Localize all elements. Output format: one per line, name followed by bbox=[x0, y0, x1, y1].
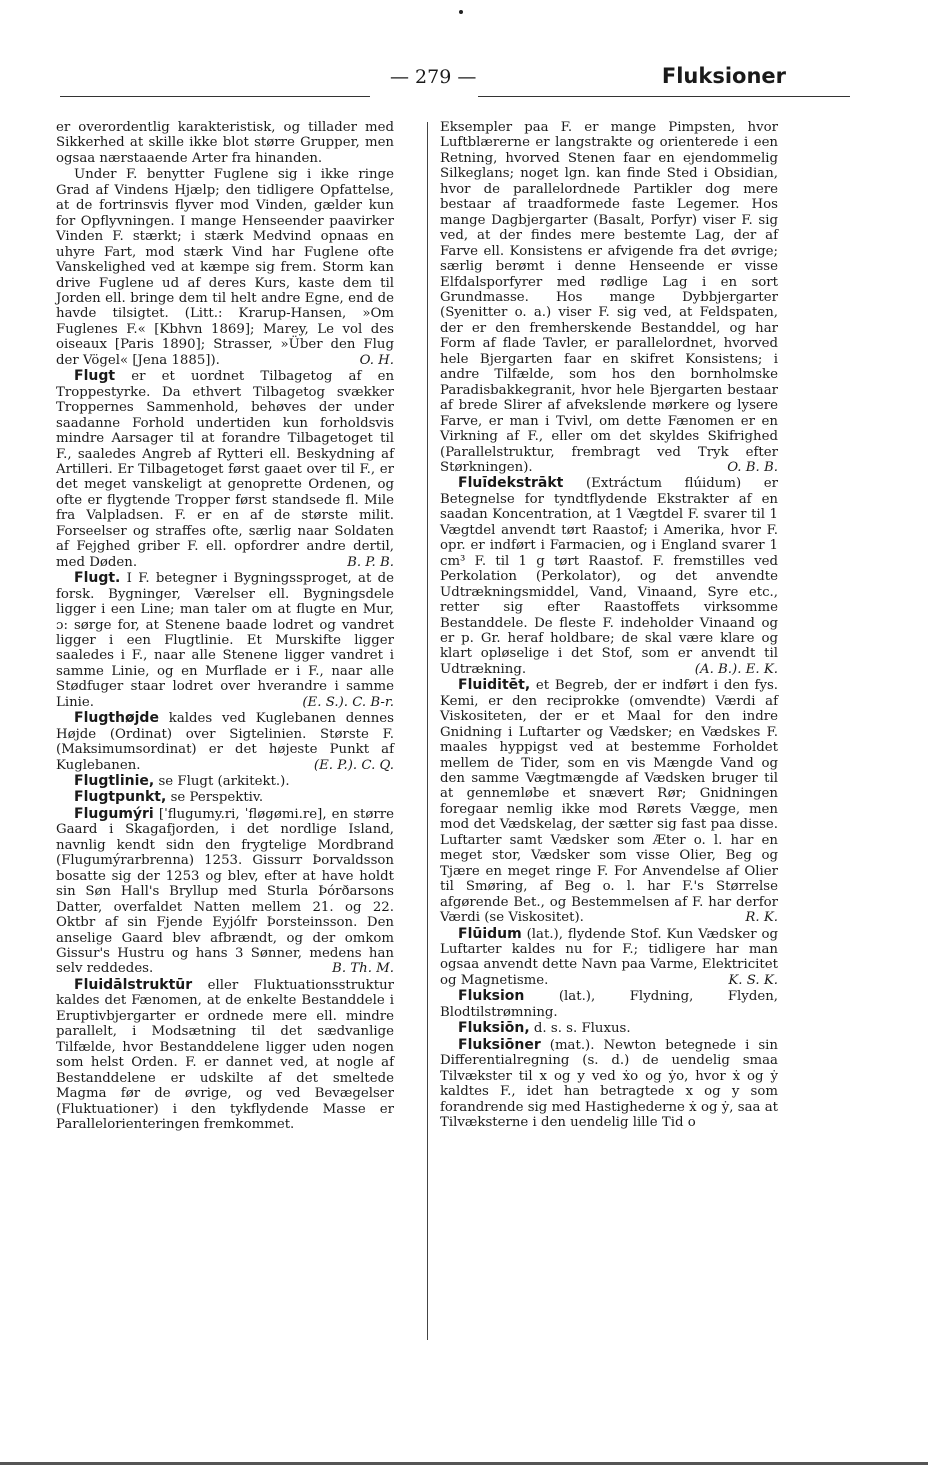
dictionary-entry bbox=[56, 978, 394, 1133]
entry-text: se Flugt (arkitekt.). bbox=[158, 774, 290, 790]
entry-headword: Flugtpunkt, bbox=[74, 789, 167, 806]
right-column bbox=[440, 120, 778, 1131]
entry-text: [ˈflugumy.ri, ˈfløgømi.re], en større Gaard i Skagafjorden, i det nordlige Island, navnlig kendt sidn den frygtelige Mordbrand (Flugumýrarbrenna) 1253. Gissurr Þorvaldsson bosatte sig der 1253 og blev, efter at have holdt sin Søn Hall's Bryllup med Sturla Þórðarsons Datter, overfaldet Natten mellem 21. og 22. Oktbr af sin Fjende Eyjólfr Þorsteinsson. Den anselige Gaard blev afbrændt, og der omkom Gissur's Hustru og hans 3 Sønner, medens han selv reddedes. bbox=[56, 806, 394, 977]
entry-headword: Fluksiōn, bbox=[458, 1020, 530, 1037]
dictionary-entry bbox=[56, 369, 394, 570]
author-signature: K. S. K. bbox=[728, 972, 778, 988]
entry-headword: Fluīdekstrākt bbox=[458, 475, 564, 492]
entry-headword: Flugtlinie, bbox=[74, 773, 155, 790]
entry-text: se Perspektiv. bbox=[170, 790, 264, 806]
dictionary-entry bbox=[440, 476, 778, 677]
dictionary-entry bbox=[440, 1021, 778, 1036]
dictionary-entry bbox=[440, 989, 778, 1020]
author-signature: R. K. bbox=[745, 910, 778, 926]
entry-text: Under F. benytter Fuglene sig i ikke ringe Grad af Vindens Hjælp; den tidligere Opfattelse, at de fortrinsvis flyver mod Vinden, gælder kun for Opflyvningen. I mange Henseender paavirker Vinden F. stærkt; i stærk Medvind opnaas en uhyre Fart, mod stærk Vind har Fuglene ofte Vanskelighed ved at kæmpe sig frem. Storm kan drive Fuglene ud af deres Kurs, kaste dem til Jorden ell. bringe dem til helt andre Egne, end de havde tilsigtet. (Litt.: Krarup-Hansen, »Om Fuglenes F.« [Kbhvn 1869]; Marey, Le vol des oiseaux [Paris 1890]; Strasser, »Über den Flug der Vögel« [Jena 1885]). bbox=[56, 167, 394, 368]
page-header bbox=[60, 62, 790, 96]
entry-headword: Fluksiōner bbox=[458, 1036, 541, 1053]
entry-text: kaldes ved Kuglebanen dennes Højde (Ordinat) over Sigtelinien. Største F. (Maksimumsordinat) er det højeste Punkt af Kuglebanen. bbox=[56, 711, 394, 773]
ink-dot bbox=[459, 10, 463, 14]
author-signature: (A. B.). E. K. bbox=[694, 661, 778, 677]
scan-bottom-edge bbox=[0, 1462, 928, 1465]
entry-text: (lat.), Flydning, Flyden, Blodtilstrømning. bbox=[440, 989, 778, 1020]
dictionary-entry bbox=[56, 790, 394, 805]
left-column bbox=[56, 120, 394, 1133]
author-signature: O. B. B. bbox=[727, 459, 778, 475]
page-number: — 279 — bbox=[390, 66, 477, 88]
entry-text: (lat.), flydende Stof. Kun Vædsker og Luftarter kaldes nu for F.; tidligere har man ogsaa anvendt dette Navn paa Varme, Elektricitet og Magnetisme. bbox=[440, 926, 778, 988]
dictionary-entry bbox=[56, 711, 394, 773]
dictionary-entry bbox=[56, 807, 394, 977]
author-signature: B. P. B. bbox=[347, 554, 394, 570]
entry-headword: Fluidālstruktūr bbox=[74, 976, 193, 993]
entry-text: er et uordnet Tilbagetog af en Troppestyrke. Da ethvert Tilbagetog svækker Troppernes Sammenhold, behøves der under saadanne Forhold undertiden kun forholdsvis mindre Aarsager til at forandre Tilbagetoget til F., saaledes Angreb af Rytteri ell. Beskydning af Artilleri. Er Tilbagetoget først gaaet over til F., er det meget vanskeligt at genoprette Ordenen, og ofte er flygtende Tropper først standsede fl. Mile fra Valpladsen. F. er en af de største milit. Forseelser og straffes ofte, særlig naar Soldaten af Fejghed griber F. ell. opfordrer andre dertil, med Døden. bbox=[56, 369, 395, 570]
author-signature: B. Th. M. bbox=[332, 961, 394, 977]
entry-text: er overordentlig karakteristisk, og tillader med Sikkerhed at skille ikke blot større Grupper, men ogsaa nærstaaende Arter fra hinanden. bbox=[56, 120, 394, 166]
entry-headword: Flūidum bbox=[458, 925, 522, 942]
entry-text: (mat.). Newton betegnede i sin Differentialregning (s. d.) de uendelig smaa Tilvækster til x og y ved ẋo og ẏo, hvor ẋ og ẏ kaldtes F., idet han betragtede x og y som forandrende sig med Hastighederne ẋ og ẏ, saa at Tilvæksterne i den uendelig lille Tid o bbox=[440, 1037, 778, 1130]
dictionary-entry bbox=[440, 1038, 778, 1131]
author-signature: (E. P.). C. Q. bbox=[313, 757, 394, 773]
entry-text: d. s. s. Fluxus. bbox=[533, 1021, 631, 1037]
entry-headword: Flugt bbox=[74, 368, 116, 385]
header-rule-left bbox=[60, 96, 370, 97]
dictionary-entry bbox=[440, 927, 778, 989]
author-signature: O. H. bbox=[359, 352, 394, 368]
dictionary-entry bbox=[440, 678, 778, 925]
column-divider bbox=[427, 122, 428, 1340]
entry-continuation bbox=[56, 167, 394, 368]
entry-headword: Flugumýri bbox=[74, 805, 154, 822]
entry-continuation bbox=[56, 120, 394, 166]
header-rule-right bbox=[478, 96, 850, 97]
entry-headword: Flugt. bbox=[74, 570, 121, 587]
entry-text: eller Fluktuationsstruktur kaldes det Fænomen, at de enkelte Bestanddele i Eruptivbjergarter er ordnede mere ell. mindre parallelt, i Modsætning til det sædvanlige Tilfælde, hvor Bestanddelene ligger uden nogen som helst Orden. F. er dannet ved, at nogle af Bestanddelene er udskilte af det smeltede Magma før de øvrige, og ved Bevægelser (Fluktuationer) i den tykflydende Masse er Parallelorienteringen fremkommet. bbox=[56, 977, 394, 1132]
entry-text: et Begreb, der er indført i den fys. Kemi, er den reciprokke (omvendte) Værdi af Viskositeten, der er et Maal for den indre Gnidning i Luftarter og Vædsker; en Vædskes F. maales hyppigst ved at bestemme Forholdet mellem de Tider, som en vis Mængde Vand og den samme Vægtmængde af Vædsken bruger til at gennemløbe et snævert Rør; Gnidningen foregaar nemlig ikke mod Rørets Vægge, men mod det Vædskelag, der sætter sig fast paa disse. Luftarter samt Vædsker som Æter o. l. har en meget stor, Vædsker som visse Olier, Beg og Tjære en meget ringe F. For Anvendelse af Olier til Smøring, af Beg o. l. har F.'s Størrelse afgørende Bet., og Bestemmelsen af F. har derfor Værdi (se Viskositet). bbox=[440, 678, 779, 926]
entry-headword: Flugthøjde bbox=[74, 710, 159, 727]
entry-text: (Extráctum flúidum) er Betegnelse for tyndtflydende Ekstrakter af en saadan Koncentration, at 1 Vægtdel F. svarer til 1 Vægtdel anvendt tørt Raastof; i Amerika, hvor F. opr. er indført i Farmacien, og i England svarer 1 cm³ F. til 1 g tørt Raastof. F. fremstilles ved Perkolation (Perkolator), og det anvendte Udtrækningsmiddel, Vand, Vinaand, Syre etc., retter sig efter Raastoffets virksomme Bestanddele. De fleste F. indeholder Vinaand og er p. Gr. heraf holdbare; de skal være klare og klart opløselige i det Stof, som er anvendt til Udtrækning. bbox=[440, 476, 778, 677]
entry-text: I F. betegner i Bygningssproget, at de forsk. Bygninger, Værelser ell. Bygningsdele ligger i een Line; man taler om at flugte en Mur, ɔ: sørge for, at Stenene baade lodret og vandret ligger i een Flugtlinie. Et Murskifte ligger saaledes i F., naar alle Stenene ligger vandret i samme Linie, og en Murflade er i F., naar alle Stødfuger staar lodret over hverandre i samme Linie. bbox=[56, 571, 394, 710]
dictionary-entry bbox=[56, 774, 394, 789]
entry-headword: Fluiditēt, bbox=[458, 677, 531, 694]
author-signature: (E. S.). C. B-r. bbox=[302, 694, 394, 710]
entry-text: Eksempler paa F. er mange Pimpsten, hvor Luftblærerne er langstrakte og orienterede i een Retning, hvorved Stenen faar en ejendommelig Silkeglans; noget lgn. kan finde Sted i Obsidian, hvor de parallelordnede Partikler dog mere bestaar af traadformede faste Legemer. Hos mange Dagbjergarter (Basalt, Porfyr) viser F. sig ved, at der findes mere bestemte Lag, der af Farve ell. Konsistens er afvigende fra det øvrige; særlig berømt i denne Henseende er visse Elfdalsporfyrer med rødlige Lag i en sort Grundmasse. Hos mange Dybbjergarter (Syenitter o. a.) viser F. sig ved, at Feldspaten, der er den fremherskende Bestanddel, og har Form af flade Tavler, er parallelordnet, hvorved hele Bjergarten faar en skifret Konsistens; i andre Tilfælde, som hos den bornholmske Paradisbakkegranit, hvor hele Bjergarten bestaar af brede Slirer af afvekslende mørkere og lysere Farve, er man i Tvivl, om dette Fænomen er en Virkning af F., eller om det skyldes Skifrighed (Parallelstruktur, frembragt ved Tryk efter Størkningen). bbox=[440, 120, 778, 475]
entry-headword: Fluksion bbox=[458, 988, 525, 1005]
running-head: Fluksioner bbox=[661, 64, 786, 88]
dictionary-entry bbox=[56, 571, 394, 710]
entry-continuation bbox=[440, 120, 778, 475]
